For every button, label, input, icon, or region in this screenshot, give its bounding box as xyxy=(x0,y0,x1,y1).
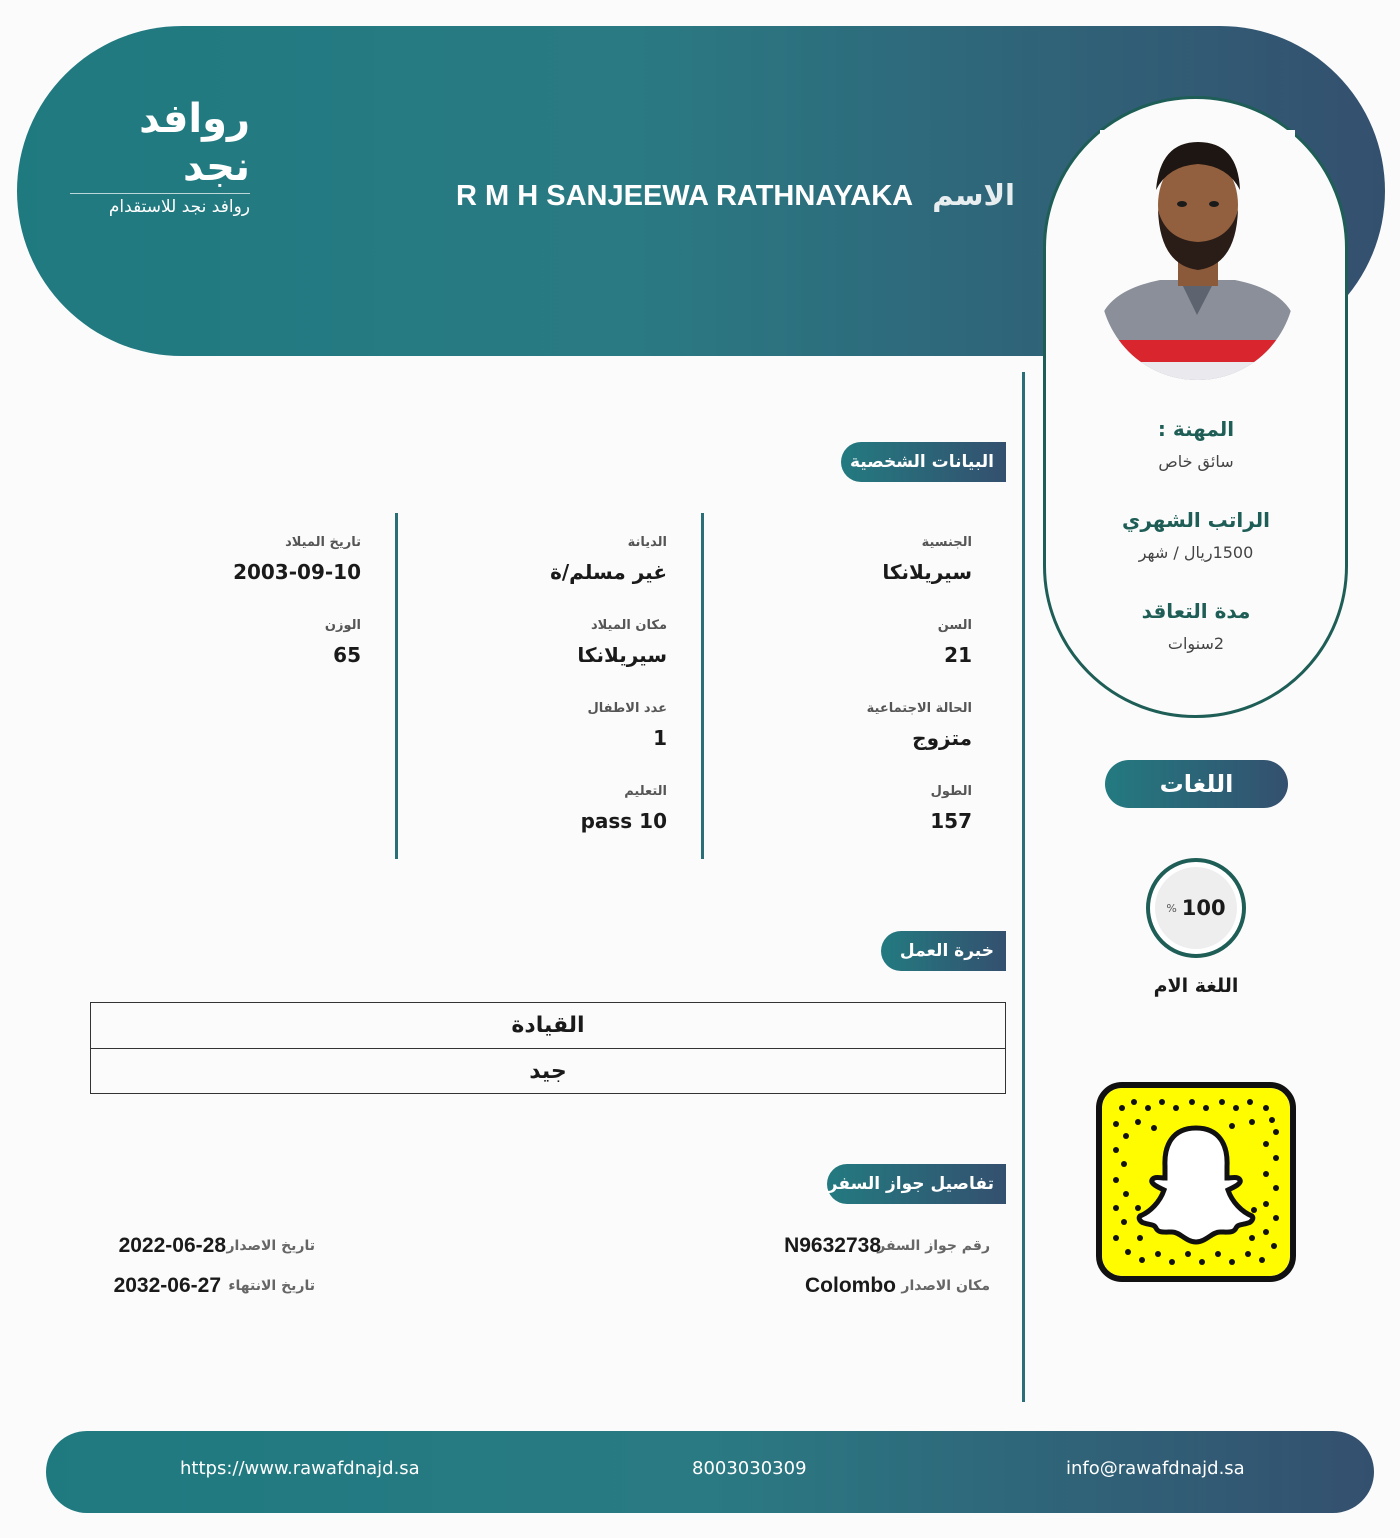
passport-number-value: N9632738 xyxy=(784,1234,881,1257)
age-value: 21 xyxy=(944,643,972,667)
issue-date-label: تاريخ الاصدار xyxy=(226,1238,315,1254)
section-experience-label: خبرة العمل xyxy=(899,941,994,961)
company-logo xyxy=(70,95,250,218)
section-work-experience xyxy=(881,931,1006,971)
children-label: عدد الاطفال xyxy=(587,701,667,716)
language-level-inner xyxy=(1155,867,1237,949)
profession-title: المهنة : xyxy=(1157,417,1235,441)
birthdate-value: 2003-09-10 xyxy=(233,560,361,584)
height-value: 157 xyxy=(930,809,972,833)
weight-value: 65 xyxy=(333,643,361,667)
marital-label: الحالة الاجتماعية xyxy=(866,701,972,716)
expiry-date-value: 2032-06-27 xyxy=(113,1274,221,1297)
section-passport-details xyxy=(827,1164,1006,1204)
name-row xyxy=(456,178,1015,213)
snapchat-ghost-icon xyxy=(1102,1088,1290,1276)
section-personal-label: البيانات الشخصية xyxy=(849,452,994,472)
skill-level-row: جيد xyxy=(91,1048,1005,1093)
languages-pill xyxy=(1105,760,1288,808)
name-label: الاسم xyxy=(932,178,1015,212)
religion-label: الديانة xyxy=(627,535,667,550)
passport-number-label: رقم جواز السفر xyxy=(877,1238,990,1254)
website-link[interactable]: https://www.rawafdnajd.sa xyxy=(180,1458,420,1479)
languages-title: اللغات xyxy=(1159,770,1234,798)
email-link[interactable]: info@rawafdnajd.sa xyxy=(1066,1458,1245,1479)
language-percent-sign: % xyxy=(1166,901,1177,915)
issue-place-label: مكان الاصدار xyxy=(901,1278,990,1294)
nationality-value: سيريلانكا xyxy=(882,560,972,584)
section-passport-label: تفاصيل جواز السفر xyxy=(827,1174,994,1194)
salary-value: 1500ريال / شهر xyxy=(1138,543,1254,562)
birthdate-label: تاريخ الميلاد xyxy=(285,535,361,550)
nationality-label: الجنسية xyxy=(921,535,972,550)
logo-subtitle: روافد نجد للاستقدام xyxy=(70,193,250,218)
children-value: 1 xyxy=(653,726,667,750)
birthplace-value: سيريلانكا xyxy=(577,643,667,667)
height-label: الطول xyxy=(930,784,972,799)
salary-title: الراتب الشهري xyxy=(1122,508,1270,532)
religion-value: غير مسلم/ة xyxy=(550,560,667,584)
contract-value: 2سنوات xyxy=(1167,634,1225,653)
worker-photo xyxy=(1100,130,1295,380)
snapcode[interactable] xyxy=(1096,1082,1296,1282)
section-personal-data xyxy=(841,442,1006,482)
vertical-divider xyxy=(1022,372,1025,1402)
skill-name-row: القيادة xyxy=(511,1013,585,1038)
column-divider-right xyxy=(701,513,704,859)
column-divider-left xyxy=(395,513,398,859)
birthplace-label: مكان الميلاد xyxy=(590,618,667,633)
language-level-circle xyxy=(1146,858,1246,958)
profession-value: سائق خاص xyxy=(1158,452,1234,471)
education-value: pass 10 xyxy=(580,809,667,833)
expiry-date-label: تاريخ الانتهاء xyxy=(228,1278,315,1294)
logo-mark: روافد نجد xyxy=(139,96,250,190)
age-label: السن xyxy=(937,618,972,633)
worker-name: R M H SANJEEWA RATHNAYAKA xyxy=(456,180,914,212)
skills-table xyxy=(90,1002,1006,1094)
phone-number[interactable]: 8003030309 xyxy=(692,1458,807,1479)
issue-date-value: 2022-06-28 xyxy=(118,1234,226,1257)
person-photo-icon xyxy=(1100,130,1295,380)
language-name: اللغة الام xyxy=(1153,975,1239,997)
issue-place-value: Colombo xyxy=(805,1274,896,1297)
marital-value: متزوج xyxy=(912,726,972,750)
contract-title: مدة التعاقد xyxy=(1141,599,1251,623)
education-label: التعليم xyxy=(624,784,667,799)
language-percent: 100 xyxy=(1181,896,1226,920)
weight-label: الوزن xyxy=(324,618,361,633)
